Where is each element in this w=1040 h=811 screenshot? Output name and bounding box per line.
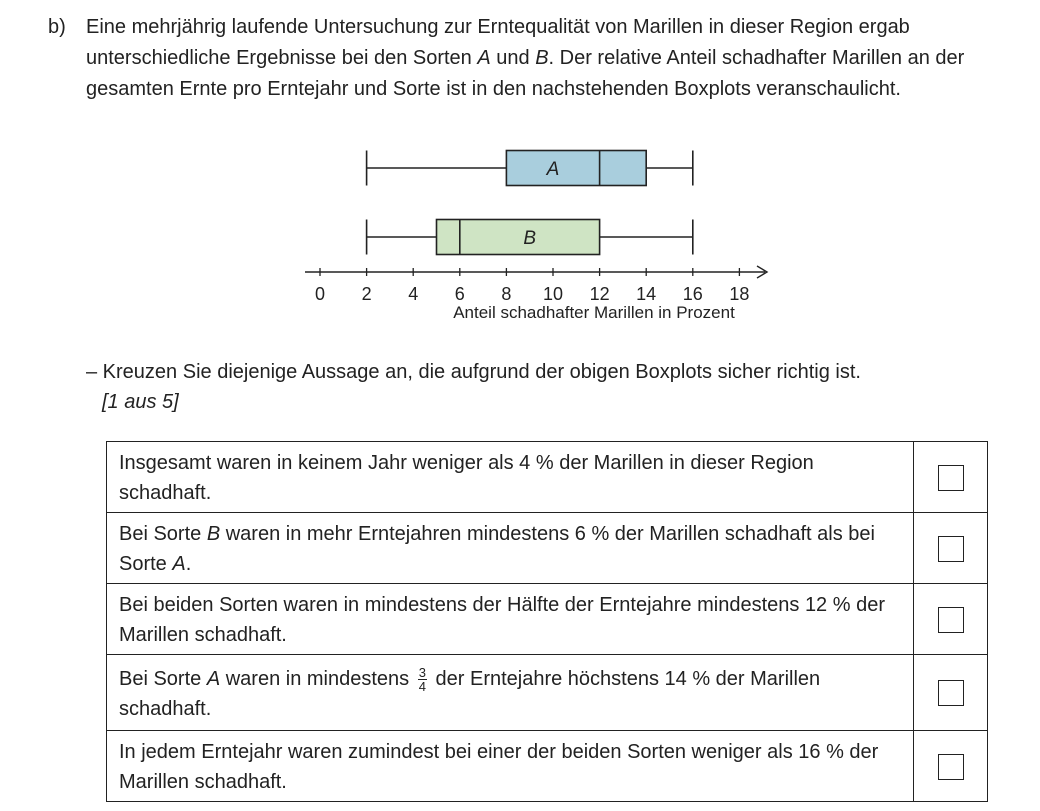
answer-2-text-3: . <box>185 553 192 575</box>
x-tick-label-2: 2 <box>361 284 372 304</box>
boxplot-marks <box>367 151 693 255</box>
answer-5-text: In jedem Erntejahr waren zumindest bei einer der beiden Sorten weniger als 16 % der Marillen schadhaft. <box>119 741 879 793</box>
x-tick-label-0: 0 <box>314 284 326 304</box>
answer-checkbox-cell-5 <box>914 731 988 802</box>
boxplot-chart <box>290 140 780 325</box>
answer-4-variety-a: A <box>206 667 221 690</box>
intro-variety-a: A <box>477 47 491 69</box>
box-b <box>437 220 600 255</box>
answer-2-variety-a: A <box>172 553 186 575</box>
answer-row-4 <box>107 655 988 731</box>
answer-2-text-1: Bei Sorte <box>119 523 207 545</box>
answer-4-text-1: Bei Sorte <box>119 667 207 690</box>
box-label-b: B <box>523 228 537 249</box>
x-tick-label-16: 16 <box>682 284 703 304</box>
answer-checkbox-4[interactable] <box>938 680 964 706</box>
answer-row-5 <box>107 731 988 802</box>
answer-checkbox-cell-3 <box>914 584 988 655</box>
answer-checkbox-cell-2 <box>914 513 988 584</box>
task-intro <box>86 12 1006 105</box>
fraction-three-quarters <box>418 666 427 693</box>
fraction-denominator: 4 <box>418 678 426 694</box>
instruction-note: [1 aus 5] <box>102 391 179 413</box>
answer-4-text-2: waren in mindestens <box>220 667 415 690</box>
answer-table <box>106 441 988 802</box>
intro-text-3: . Der relative Anteil schadhafter Marillen an der gesamten Ernte pro Erntejahr und Sorte ist in den nachstehenden Boxplots veranschaulicht. <box>86 47 965 100</box>
answer-4-text-3: der Erntejahre höchstens 14 % der Marillen schadhaft. <box>119 667 821 720</box>
answer-checkbox-1[interactable] <box>938 465 964 491</box>
answer-checkbox-2[interactable] <box>938 536 964 562</box>
answer-1-text: Insgesamt waren in keinem Jahr weniger als 4 % der Marillen in dieser Region schadhaft. <box>119 452 814 504</box>
instruction-text: – Kreuzen Sie diejenige Aussage an, die aufgrund der obigen Boxplots sicher richtig ist. <box>86 361 861 383</box>
x-axis-label: Anteil schadhafter Marillen in Prozent <box>453 303 735 322</box>
x-tick-label-10: 10 <box>542 284 564 304</box>
answer-statement-1 <box>107 442 914 513</box>
answer-2-text-2: waren in mehr Erntejahren mindestens 6 % der Marillen schadhaft als bei Sorte <box>119 523 875 575</box>
intro-variety-b: B <box>535 47 549 69</box>
x-tick-label-6: 6 <box>454 284 465 304</box>
answer-2-variety-b: B <box>206 523 221 545</box>
answer-row-3 <box>107 584 988 655</box>
task-label: b) <box>48 16 66 38</box>
intro-text-1: Eine mehrjährig laufende Untersuchung zur Erntequalität von Marillen in dieser Region ergab unterschiedliche Ergebnisse bei den Sorten <box>86 16 910 69</box>
box-label-a: A <box>546 159 560 180</box>
answer-statement-4 <box>107 655 914 731</box>
answer-checkbox-cell-4 <box>914 655 988 731</box>
answer-checkbox-5[interactable] <box>938 754 964 780</box>
answer-row-1 <box>107 442 988 513</box>
intro-text-2: und <box>490 47 536 69</box>
instruction <box>86 357 986 417</box>
x-tick-label-8: 8 <box>501 284 512 304</box>
answer-statement-5 <box>107 731 914 802</box>
answer-checkbox-3[interactable] <box>938 607 964 633</box>
fraction-numerator: 3 <box>418 664 426 680</box>
answer-checkbox-cell-1 <box>914 442 988 513</box>
answer-3-text: Bei beiden Sorten waren in mindestens der Hälfte der Erntejahre mindestens 12 % der Marillen schadhaft. <box>119 594 885 646</box>
x-tick-label-14: 14 <box>636 284 657 304</box>
box-series-a <box>367 151 693 186</box>
x-tick-label-12: 12 <box>589 284 610 304</box>
box-series-b <box>367 220 693 255</box>
box-a <box>506 151 646 186</box>
answer-statement-3 <box>107 584 914 655</box>
x-tick-label-4: 4 <box>408 284 419 304</box>
answer-statement-2 <box>107 513 914 584</box>
x-tick-label-18: 18 <box>729 284 750 304</box>
x-axis <box>305 266 767 304</box>
answer-row-2 <box>107 513 988 584</box>
